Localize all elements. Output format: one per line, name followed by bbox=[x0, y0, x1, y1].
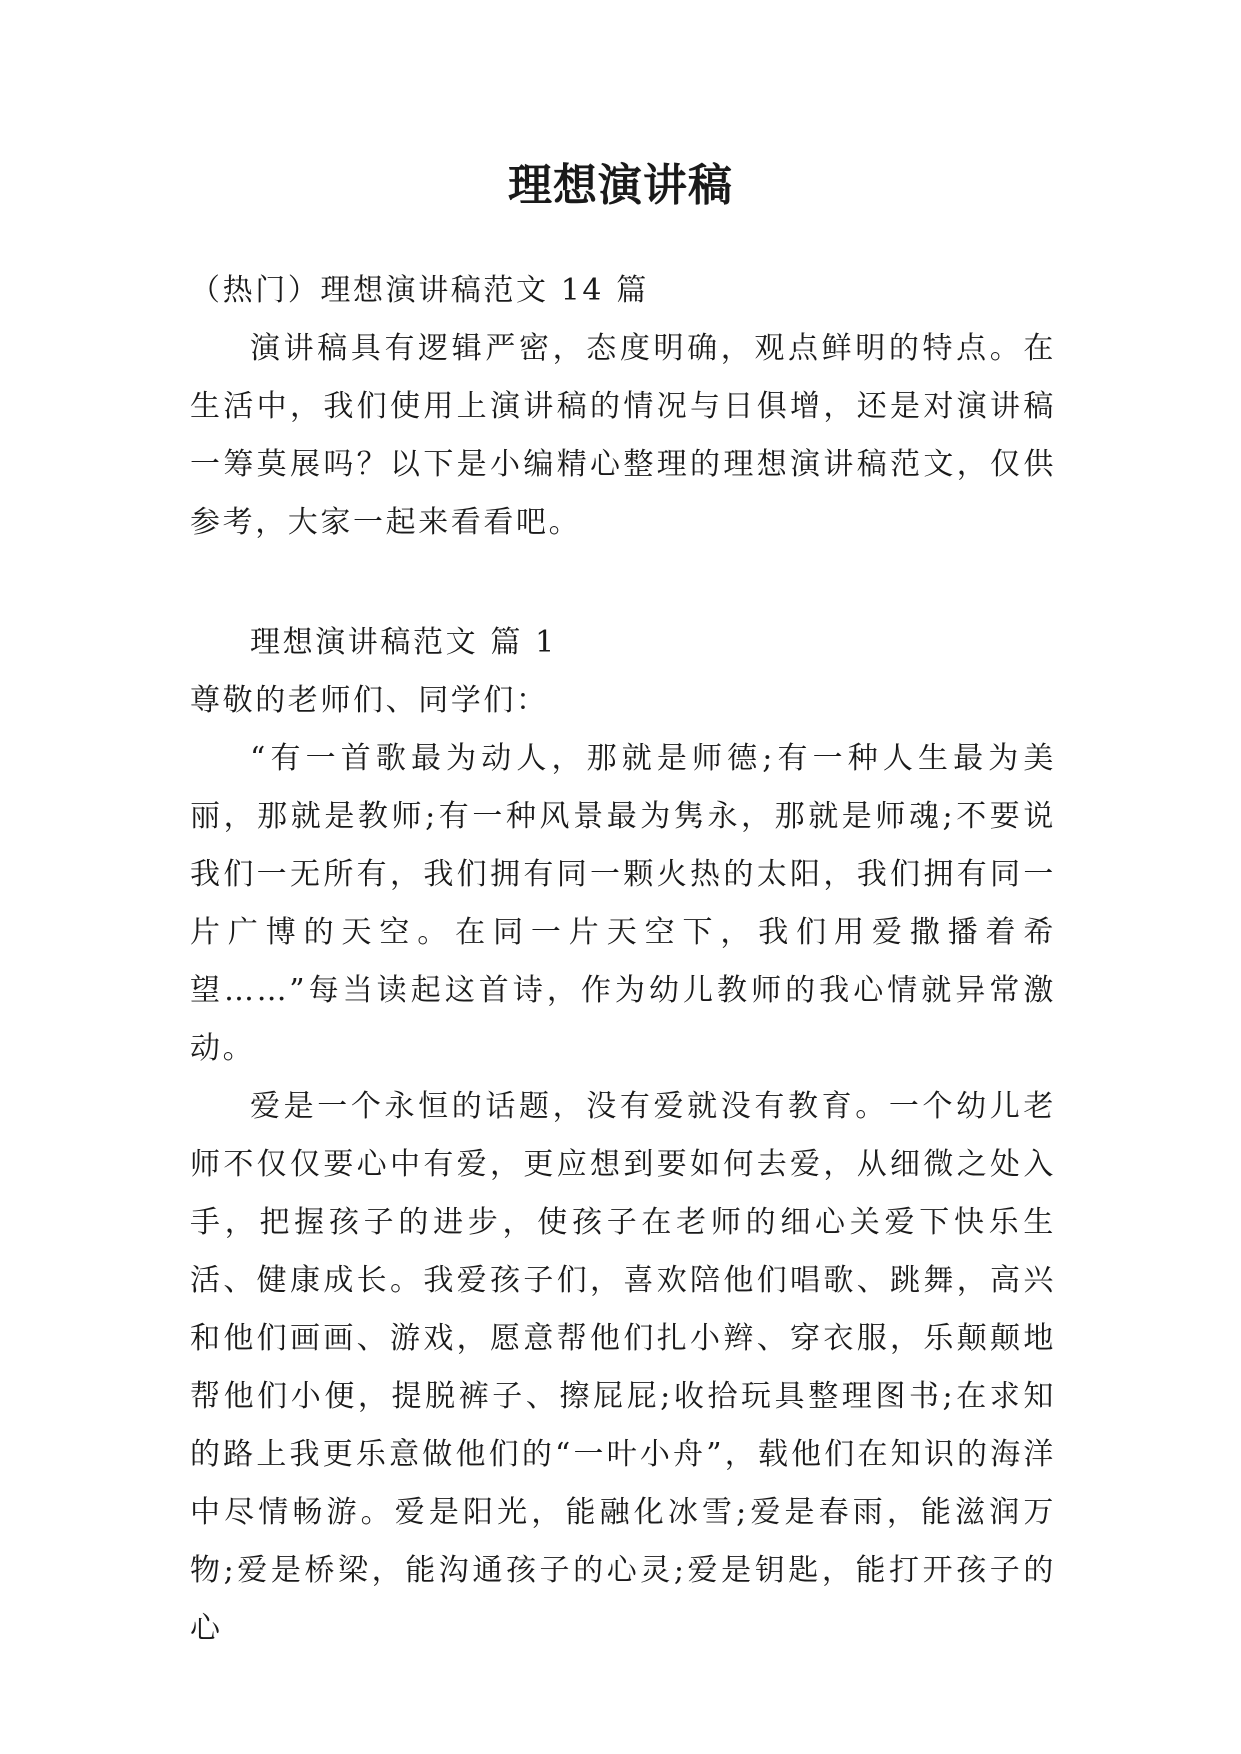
body-paragraph: 爱是一个永恒的话题，没有爱就没有教育。一个幼儿老师不仅仅要心中有爱，更应想到要如何去爱，从细微之处入手，把握孩子的进步，使孩子在老师的细心关爱下快乐生活、健康成长。我爱孩子们，喜欢陪他们唱歌、跳舞，高兴和他们画画、游戏，愿意帮他们扎小辫、穿衣服，乐颠颠地帮他们小便，提脱裤子、擦屁屁;收拾玩具整理图书;在求知的路上我更乐意做他们的“一叶小舟”，载他们在知识的海洋中尽情畅游。爱是阳光，能融化冰雪;爱是春雨，能滋润万物;爱是桥梁，能沟通孩子的心灵;爱是钥匙，能打开孩子的心 bbox=[190, 1089, 1056, 1646]
document-subtitle: （热门）理想演讲稿范文 14 篇 bbox=[190, 273, 649, 308]
intro-paragraph: 演讲稿具有逻辑严密，态度明确，观点鲜明的特点。在生活中，我们使用上演讲稿的情况与日俱增，还是对演讲稿一筹莫展吗？以下是小编精心整理的理想演讲稿范文，仅供参考，大家一起来看看吧。 bbox=[190, 331, 1056, 540]
greeting: 尊敬的老师们、同学们： bbox=[190, 683, 549, 718]
section-heading: 理想演讲稿范文 篇 1 bbox=[250, 625, 557, 660]
document-body bbox=[190, 262, 1056, 1658]
spacer bbox=[190, 552, 1056, 614]
body-paragraph: “有一首歌最为动人，那就是师德;有一种人生最为美丽，那就是教师;有一种风景最为隽永，那就是师魂;不要说我们一无所有，我们拥有同一颗火热的太阳，我们拥有同一片广博的天空。在同一片天空下，我们用爱撒播着希望……”每当读起这首诗，作为幼儿教师的我心情就异常激动。 bbox=[190, 741, 1056, 1066]
document-title: 理想演讲稿 bbox=[508, 160, 733, 211]
